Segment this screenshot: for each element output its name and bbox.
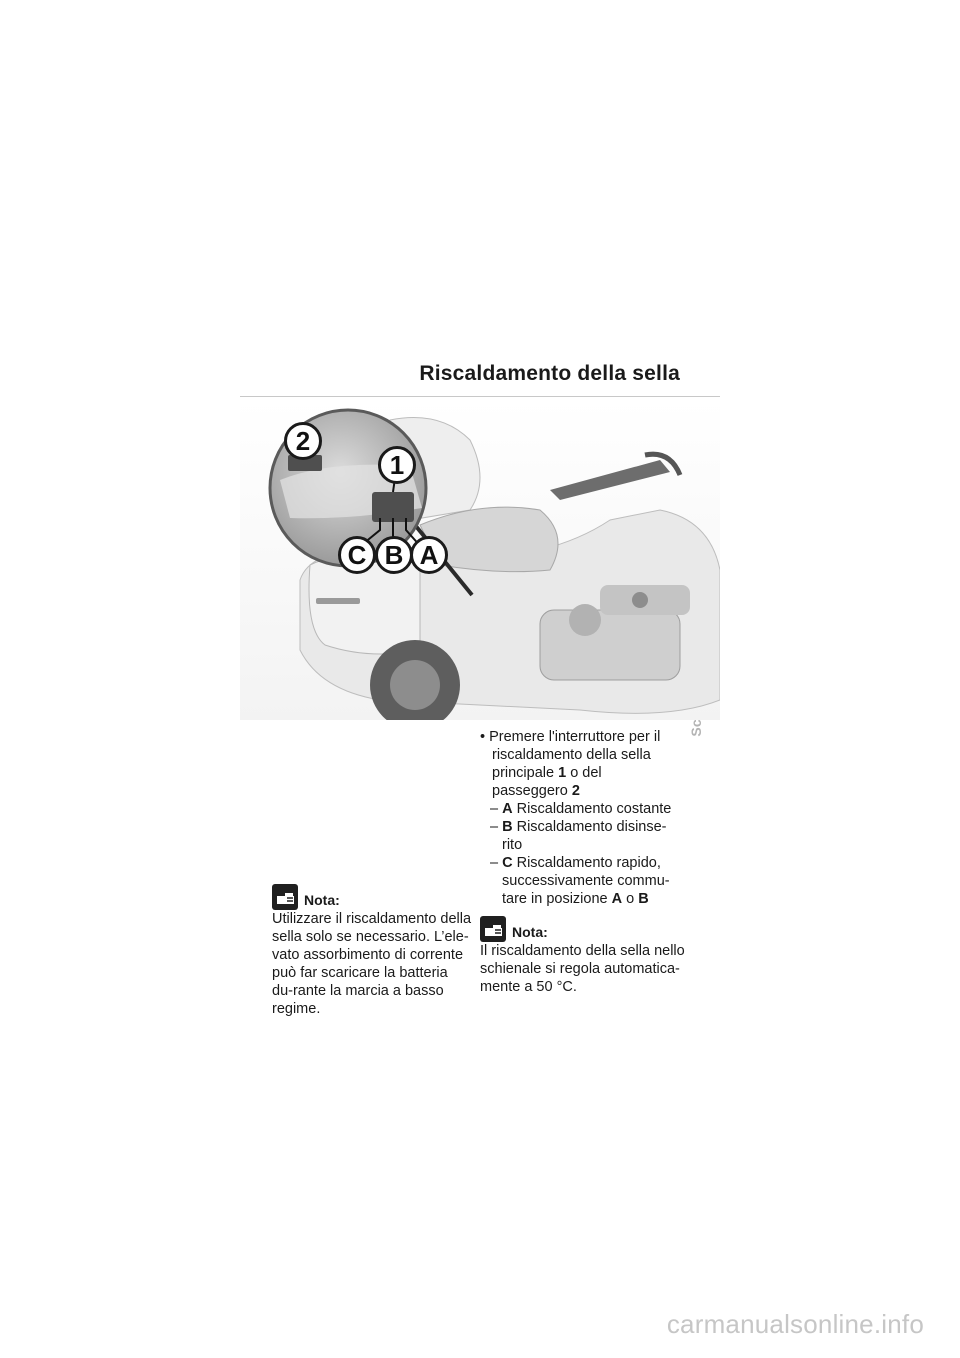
instruction-text-pre: • Premere l'interruttore per il riscaldamento della sella principale [480,729,661,781]
title-divider [240,396,720,397]
option-text-c: Riscaldamento rapido, successivamente commu-tare in posizione [502,855,670,907]
instruction-text-mid: o del passeggero [492,765,602,799]
option-text-b: Riscaldamento disinse-rito [502,819,667,853]
option-key-a: A [502,801,513,817]
option-item-a [480,800,680,818]
page-title: Riscaldamento della sella [419,362,680,385]
note-header [272,884,472,910]
option-item-c [480,854,680,908]
option-dash: – [490,801,503,817]
note-hand-icon [272,884,298,910]
instruction-num-2: 2 [571,783,580,799]
option-or: o [622,891,639,907]
watermark-text: carmanualsonline.info [666,1309,924,1339]
callout-B: B [375,536,413,574]
option-dash: – [490,855,503,871]
note-hand-icon [480,916,506,942]
note-right [480,916,685,996]
option-item-b [480,818,680,854]
note-left [272,884,472,1018]
note-header [480,916,685,942]
callout-2: 2 [284,422,322,460]
callout-C: C [338,536,376,574]
note-body: Utilizzare il riscaldamento della sella solo se necessario. L’ele-vato assorbimento di corrente può far scaricare la batteria du-rante la marcia a basso regime. [272,911,472,1017]
option-ref-b: B [638,891,649,907]
instruction-num-1: 1 [558,765,567,781]
callout-A: A [410,536,448,574]
option-key-b: B [502,819,513,835]
callout-1: 1 [378,446,416,484]
option-key-c: C [502,855,513,871]
option-ref-a: A [611,891,623,907]
seat-heating-illustration [240,400,720,720]
option-text-a: Riscaldamento costante [512,801,672,817]
note-title: Nota: [512,924,548,940]
note-body: Il riscaldamento della sella nello schienale si regola automatica-mente a 50 °C. [480,943,685,995]
option-dash: – [490,819,503,835]
note-title: Nota: [304,892,340,908]
instruction-bullet [480,728,680,800]
instruction-block [480,728,680,908]
